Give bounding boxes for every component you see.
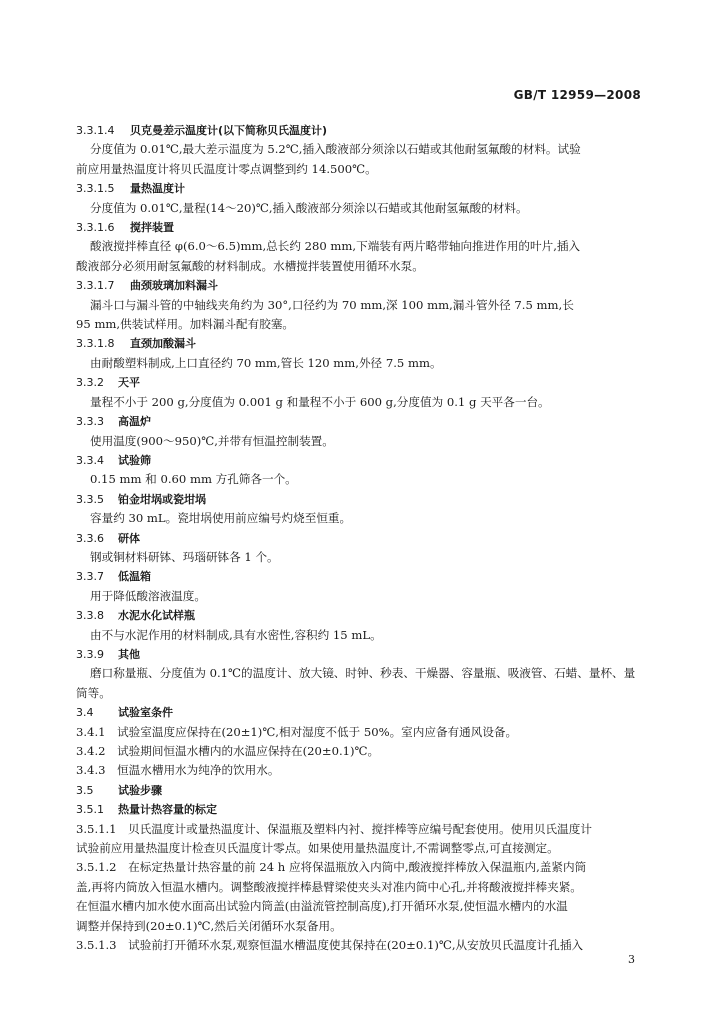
section-number: 3.4 bbox=[76, 706, 94, 720]
paragraph-line: 用于降低酸溶液温度。 bbox=[90, 588, 206, 603]
section-title: 量热温度计 bbox=[130, 182, 185, 196]
paragraph-line: 3.5.1.3 试验前打开循环水泵,观察恒温水槽温度使其保持在(20±0.1)℃,从安放贝氏温度计孔插入 bbox=[76, 938, 584, 953]
section-heading bbox=[76, 800, 642, 819]
paragraph-line: 酸液部分必须用耐氢氟酸的材料制成。水槽搅拌装置使用循环水泵。 bbox=[76, 258, 424, 273]
section-title: 直颈加酸漏斗 bbox=[130, 337, 196, 351]
section-number: 3.3.5 bbox=[76, 492, 104, 506]
paragraph-line: 调整并保持到(20±0.1)℃,然后关闭循环水泵备用。 bbox=[76, 918, 342, 933]
section-number: 3.3.9 bbox=[76, 647, 104, 661]
section-number: 3.3.8 bbox=[76, 609, 104, 623]
paragraph-line: 由不与水泥作用的材料制成,具有水密性,容积约 15 mL。 bbox=[90, 627, 382, 642]
section-title: 试验筛 bbox=[118, 453, 151, 467]
section-title: 试验步骤 bbox=[118, 783, 162, 797]
paragraph-line: 分度值为 0.01℃,量程(14～20)℃,插入酸液部分须涂以石蜡或其他耐氢氟酸的材料。 bbox=[90, 200, 528, 215]
section-title: 铂金坩埚或瓷坩埚 bbox=[118, 492, 206, 506]
paragraph-line: 0.15 mm 和 0.60 mm 方孔筛各一个。 bbox=[90, 472, 297, 487]
paragraph-line: 3.4.1 试验室温度应保持在(20±1)℃,相对湿度不低于 50%。室内应备有通风设备。 bbox=[76, 724, 518, 739]
paragraph-line: 使用温度(900～950)℃,并带有恒温控制装置。 bbox=[90, 433, 334, 448]
paragraph-line: 由耐酸塑料制成,上口直径约 70 mm,管长 120 mm,外径 7.5 mm。 bbox=[90, 355, 442, 370]
section-number: 3.3.1.8 bbox=[76, 337, 115, 351]
section-heading bbox=[76, 218, 642, 237]
paragraph-line: 3.4.2 试验期间恒温水槽内的水温应保持在(20±0.1)℃。 bbox=[76, 744, 380, 758]
paragraph-line: 漏斗口与漏斗管的中轴线夹角约为 30°,口径约为 70 mm,深 100 mm,漏斗管外径 7.5 mm,长 bbox=[90, 297, 574, 312]
section-heading bbox=[76, 451, 642, 470]
section-heading bbox=[76, 645, 642, 664]
section-heading bbox=[76, 529, 642, 548]
section-number: 3.3.1.4 bbox=[76, 124, 115, 137]
paragraph-line: 试验前应用量热温度计检查贝氏温度计零点。如果使用量热温度计,不需调整零点,可直接测定。 bbox=[76, 841, 559, 856]
section-heading bbox=[76, 567, 642, 586]
section-number: 3.3.1.7 bbox=[76, 279, 115, 293]
section-title: 贝克曼差示温度计(以下简称贝氏温度计) bbox=[130, 124, 328, 137]
section-title: 曲颈玻璃加料漏斗 bbox=[130, 279, 218, 293]
paragraph-line: 酸液搅拌棒直径 φ(6.0～6.5)mm,总长约 280 mm,下端装有两片略带轴向推进作用的叶片,插入 bbox=[90, 239, 581, 254]
paragraph-line: 在恒温水槽内加水使水面高出试验内筒盖(由溢流管控制高度),打开循环水泵,使恒温水槽内的水温 bbox=[76, 899, 568, 914]
section-number: 3.5 bbox=[76, 783, 94, 797]
paragraph-line: 3.5.1.2 在标定热量计热容量的前 24 h 应将保温瓶放入内筒中,酸液搅拌棒放入保温瓶内,盖紧内筒 bbox=[76, 860, 587, 875]
section-heading bbox=[76, 412, 642, 431]
section-title: 高温炉 bbox=[118, 415, 151, 429]
section-heading bbox=[76, 121, 642, 140]
section-heading bbox=[76, 490, 642, 509]
section-heading bbox=[76, 606, 642, 625]
section-number: 3.3.4 bbox=[76, 453, 104, 467]
paragraph-line: 前应用量热温度计将贝氏温度计零点调整到约 14.500℃。 bbox=[76, 161, 377, 176]
paragraph-line: 量程不小于 200 g,分度值为 0.001 g 和量程不小于 600 g,分度值为 0.1 g 天平各一台。 bbox=[90, 394, 550, 409]
paragraph-line: 磨口称量瓶、分度值为 0.1℃的温度计、放大镜、时钟、秒表、干燥器、容量瓶、吸液管、石蜡、量杯、量 bbox=[90, 666, 636, 681]
section-number: 3.3.2 bbox=[76, 376, 104, 390]
section-title: 其他 bbox=[118, 647, 140, 661]
standard-code: GB/T 12959—2008 bbox=[513, 88, 641, 102]
section-title: 热量计热容量的标定 bbox=[118, 803, 217, 817]
section-number: 3.3.7 bbox=[76, 570, 104, 584]
section-title: 低温箱 bbox=[118, 570, 151, 584]
paragraph-line: 容量约 30 mL。瓷坩埚使用前应编号灼烧至恒重。 bbox=[90, 511, 352, 526]
section-title: 研体 bbox=[118, 531, 140, 545]
section-title: 天平 bbox=[118, 376, 140, 390]
section-number: 3.3.3 bbox=[76, 415, 104, 429]
document-body bbox=[76, 121, 642, 955]
section-title: 水泥水化试样瓶 bbox=[118, 609, 195, 623]
paragraph-line: 95 mm,供装试样用。加料漏斗配有胶塞。 bbox=[76, 317, 295, 332]
section-heading bbox=[76, 276, 642, 295]
section-heading bbox=[76, 781, 642, 800]
section-number: 3.5.1 bbox=[76, 803, 104, 817]
section-heading bbox=[76, 373, 642, 392]
paragraph-line: 分度值为 0.01℃,最大差示温度为 5.2℃,插入酸液部分须涂以石蜡或其他耐氢氟酸的材料。试验 bbox=[90, 142, 581, 157]
section-heading bbox=[76, 703, 642, 722]
paragraph-line: 筒等。 bbox=[76, 685, 111, 700]
section-title: 试验室条件 bbox=[118, 706, 173, 720]
section-number: 3.3.1.6 bbox=[76, 221, 115, 235]
section-number: 3.3.1.5 bbox=[76, 182, 115, 196]
section-heading bbox=[76, 179, 642, 198]
paragraph-line: 盖,再将内筒放入恒温水槽内。调整酸液搅拌棒悬臂梁使夹头对准内筒中心孔,并将酸液搅拌棒夹紧。 bbox=[76, 879, 582, 894]
section-heading bbox=[76, 334, 642, 353]
section-number: 3.3.6 bbox=[76, 531, 104, 545]
paragraph-line: 钢或铜材料研钵、玛瑙研钵各 1 个。 bbox=[90, 549, 279, 564]
paragraph-line: 3.4.3 恒温水槽用水为纯净的饮用水。 bbox=[76, 763, 280, 778]
section-title: 搅拌装置 bbox=[130, 221, 174, 235]
page-number: 3 bbox=[628, 953, 635, 966]
paragraph-line: 3.5.1.1 贝氏温度计或量热温度计、保温瓶及塑料内衬、搅拌棒等应编号配套使用。使用贝氏温度计 bbox=[76, 821, 592, 836]
